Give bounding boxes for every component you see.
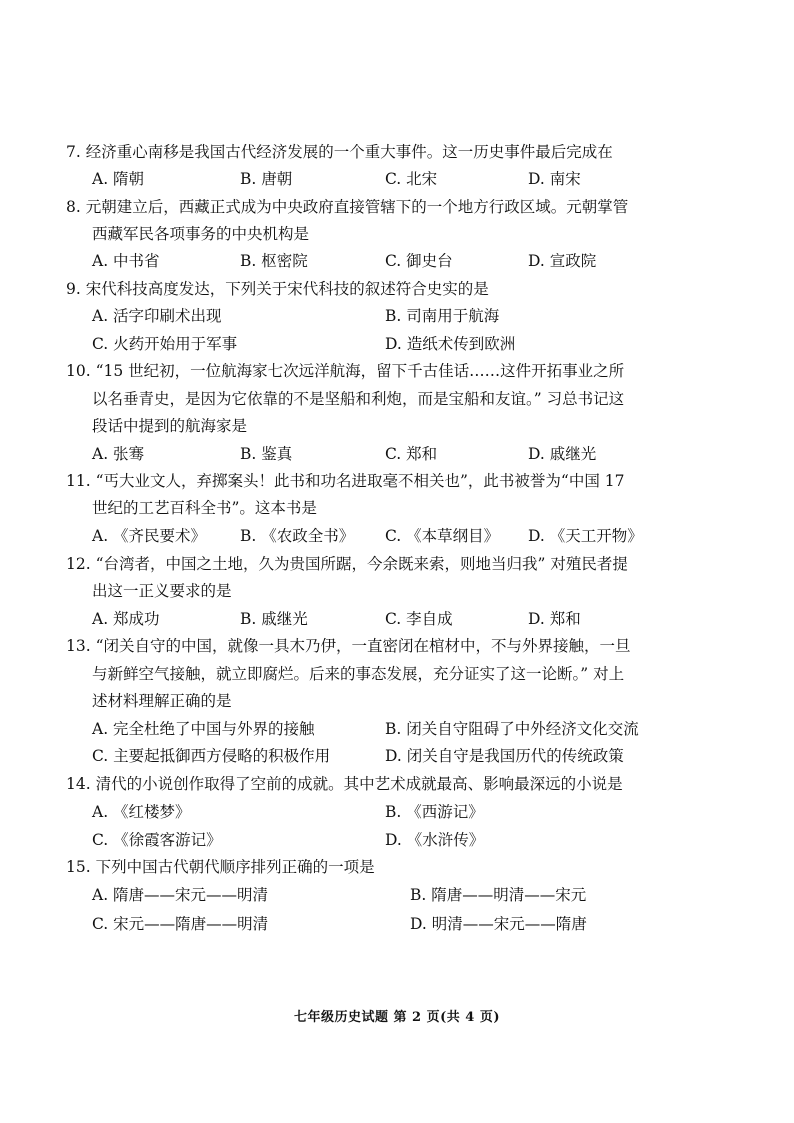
question-9-option-a: A. 活字印刷术出现 (92, 307, 222, 325)
question-12-option-b: B. 戚继光 (240, 610, 308, 628)
question-10-option-c: C. 郑和 (385, 445, 438, 463)
question-8-stem-line-2: 西藏军民各项事务的中央机构是 (92, 225, 310, 243)
question-9-option-b: B. 司南用于航海 (385, 307, 500, 325)
question-10-stem-line-2: 以名垂青史，是因为它依靠的不是坚船和利炮，而是宝船和友谊。” 习总书记这 (92, 390, 625, 408)
question-9-option-c: C. 火药开始用于军事 (92, 335, 238, 353)
question-13-stem-line-1: 13. “闭关自守的中国，就像一具木乃伊，一直密闭在棺材中，不与外界接触，一旦 (66, 637, 631, 655)
question-13-option-d: D. 闭关自守是我国历代的传统政策 (385, 747, 624, 765)
question-15-option-a: A. 隋唐——宋元——明清 (92, 886, 269, 904)
question-12-option-c: C. 李自成 (385, 610, 453, 628)
question-7-option-a: A. 隋朝 (92, 170, 145, 188)
question-10-stem-line-3: 段话中提到的航海家是 (92, 417, 248, 435)
question-11-option-b: B. 《农政全书》 (240, 527, 355, 545)
question-12-stem-line-2: 出这一正义要求的是 (92, 582, 232, 600)
question-15-option-d: D. 明清——宋元——隋唐 (410, 915, 587, 933)
question-8-option-c: C. 御史台 (385, 252, 453, 270)
question-7-option-c: C. 北宋 (385, 170, 438, 188)
question-7-option-d: D. 南宋 (528, 170, 581, 188)
question-9-stem: 9. 宋代科技高度发达，下列关于宋代科技的叙述符合史实的是 (66, 280, 489, 298)
question-10-option-b: B. 鉴真 (240, 445, 293, 463)
question-13-option-c: C. 主要起抵御西方侵略的积极作用 (92, 747, 331, 765)
question-11-stem-line-2: 世纪的工艺百科全书”。这本书是 (92, 499, 317, 517)
question-11-option-c: C. 《本草纲目》 (385, 527, 500, 545)
question-13-stem-line-3: 述材料理解正确的是 (92, 692, 232, 710)
question-12-stem-line-1: 12. “台湾者，中国之土地，久为贵国所踞，今余既来索，则地当归我” 对殖民者提 (66, 555, 628, 573)
question-10-option-d: D. 戚继光 (528, 445, 597, 463)
question-9-option-d: D. 造纸术传到欧洲 (385, 335, 516, 353)
question-14-option-c: C. 《徐霞客游记》 (92, 831, 222, 849)
question-15-option-c: C. 宋元——隋唐——明清 (92, 915, 269, 933)
question-14-option-a: A. 《红楼梦》 (92, 803, 191, 821)
question-10-stem-line-1: 10. “15 世纪初，一位航海家七次远洋航海，留下千古佳话……这件开拓事业之所 (66, 362, 625, 380)
question-14-stem: 14. 清代的小说创作取得了空前的成就。其中艺术成就最高、影响最深远的小说是 (66, 775, 623, 793)
question-13-stem-line-2: 与新鲜空气接触，就立即腐烂。后来的事态发展，充分证实了这一论断。” 对上 (92, 665, 625, 683)
question-10-option-a: A. 张骞 (92, 445, 145, 463)
question-13-option-b: B. 闭关自守阻碍了中外经济文化交流 (385, 720, 639, 738)
page-footer: 七年级历史试题 第 2 页(共 4 页) (293, 1010, 501, 1025)
question-8-stem-line-1: 8. 元朝建立后，西藏正式成为中央政府直接管辖下的一个地方行政区域。元朝掌管 (66, 198, 629, 216)
question-7-stem: 7. 经济重心南移是我国古代经济发展的一个重大事件。这一历史事件最后完成在 (66, 143, 613, 161)
question-12-option-a: A. 郑成功 (92, 610, 160, 628)
question-7-option-b: B. 唐朝 (240, 170, 293, 188)
question-8-option-a: A. 中书省 (92, 252, 160, 270)
question-11-option-a: A. 《齐民要术》 (92, 527, 207, 545)
question-15-stem: 15. 下列中国古代朝代顺序排列正确的一项是 (66, 858, 375, 876)
question-12-option-d: D. 郑和 (528, 610, 581, 628)
question-15-option-b: B. 隋唐——明清——宋元 (410, 886, 587, 904)
question-11-option-d: D. 《天工开物》 (528, 527, 643, 545)
question-8-option-d: D. 宣政院 (528, 252, 597, 270)
question-11-stem-line-1: 11. “丐大业文人，弃掷案头！此书和功名进取毫不相关也”，此书被誉为“中国 17 (66, 472, 625, 490)
question-14-option-b: B. 《西游记》 (385, 803, 484, 821)
question-8-option-b: B. 枢密院 (240, 252, 308, 270)
question-14-option-d: D. 《水浒传》 (385, 831, 485, 849)
question-13-option-a: A. 完全杜绝了中国与外界的接触 (92, 720, 315, 738)
